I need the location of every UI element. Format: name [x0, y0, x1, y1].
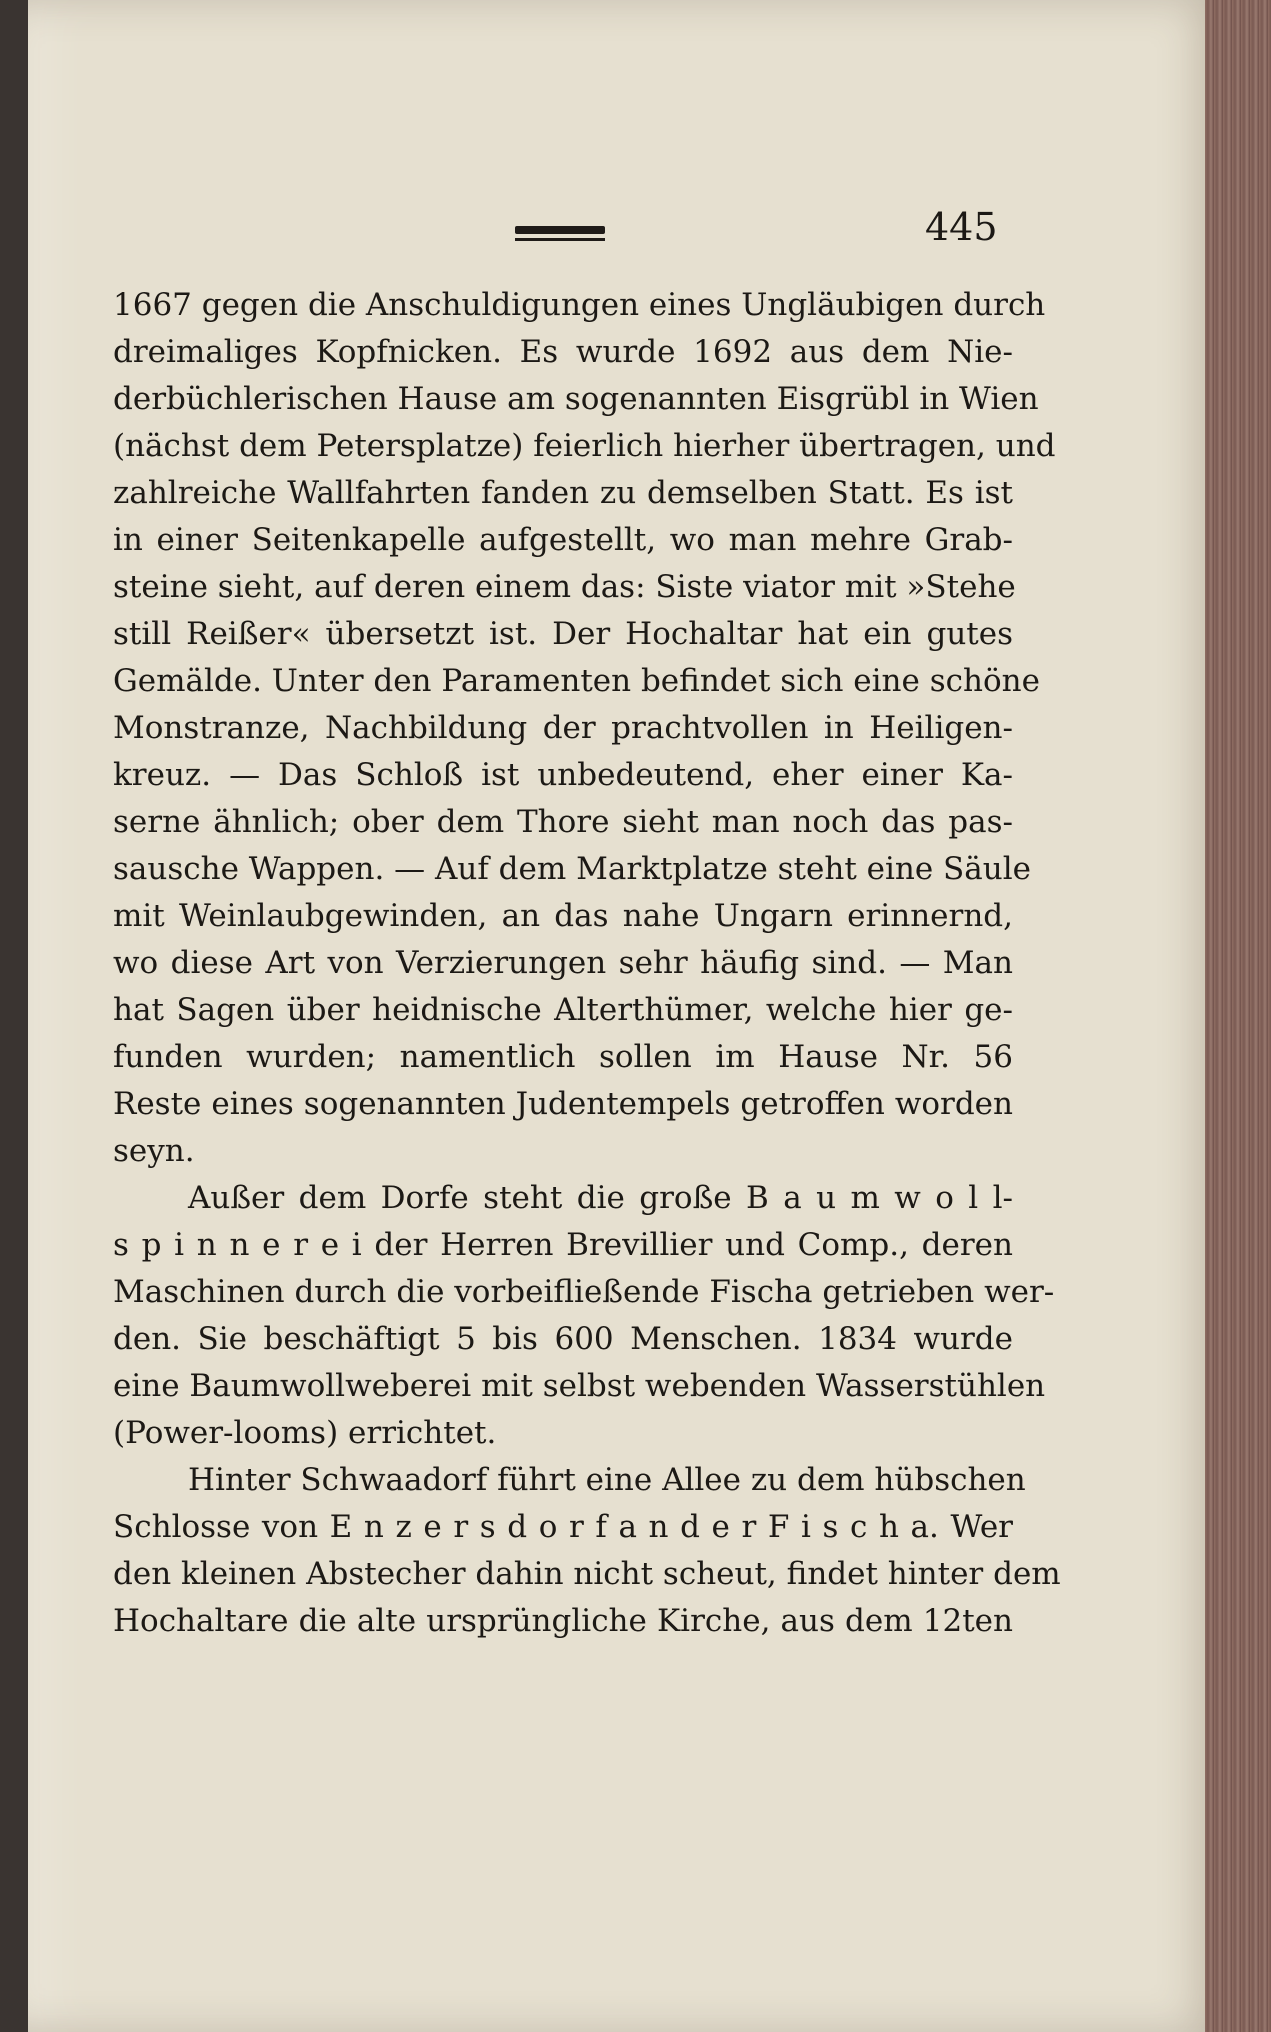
text-line: steine sieht, auf deren einem das: Siste viator mit »Stehe — [113, 569, 1016, 605]
text-line: kreuz. — Das Schloß ist unbedeutend, eher einer Ka- — [113, 757, 1013, 793]
text-line: Maschinen durch die vorbeifließende Fischa getrieben wer- — [113, 1274, 1055, 1310]
text-line: derbüchlerischen Hause am sogenannten Eisgrübl in Wien — [113, 381, 1039, 417]
text-line: Monstranze, Nachbildung der prachtvollen in Heiligen- — [113, 710, 1013, 746]
text-line: mit Weinlaubgewinden, an das nahe Ungarn erinnernd, — [113, 898, 1013, 934]
text-line: (Power-looms) errichtet. — [113, 1415, 497, 1451]
text-line: seyn. — [113, 1133, 195, 1169]
header-rule — [515, 226, 605, 234]
text-line: funden wurden; namentlich sollen im Hause Nr. 56 — [113, 1039, 1013, 1075]
text-line: sausche Wappen. — Auf dem Marktplatze steht eine Säule — [113, 851, 1031, 887]
body-text — [113, 282, 1061, 1645]
text-line: den kleinen Abstecher dahin nicht scheut, findet hinter dem — [113, 1556, 1061, 1592]
text-line: Hinter Schwaadorf führt eine Allee zu dem hübschen — [188, 1462, 1026, 1498]
text-line: den. Sie beschäftigt 5 bis 600 Menschen. 1834 wurde — [113, 1321, 1013, 1357]
text-line: s p i n n e r e i der Herren Brevillier und Comp., deren — [113, 1227, 1013, 1263]
text-line: Schlosse von E n z e r s d o r f a n d e r F i s c h a. Wer — [113, 1509, 1013, 1545]
text-line: zahlreiche Wallfahrten fanden zu demselben Statt. Es ist — [113, 475, 1013, 511]
text-line: in einer Seitenkapelle aufgestellt, wo man mehre Grab- — [113, 522, 1013, 558]
text-line: eine Baumwollweberei mit selbst webenden Wasserstühlen — [113, 1368, 1046, 1404]
text-line: Außer dem Dorfe steht die große B a u m w o l l- — [188, 1180, 1013, 1216]
text-line: hat Sagen über heidnische Alterthümer, welche hier ge- — [113, 992, 1013, 1028]
text-line: still Reißer« übersetzt ist. Der Hochaltar hat ein gutes — [113, 616, 1013, 652]
text-line: dreimaliges Kopfnicken. Es wurde 1692 aus dem Nie- — [113, 334, 1013, 370]
text-line: Gemälde. Unter den Paramenten befindet sich eine schöne — [113, 663, 1040, 699]
text-line: 1667 gegen die Anschuldigungen eines Ungläubigen durch — [113, 287, 1046, 323]
page-edge — [1205, 0, 1271, 2032]
text-line: serne ähnlich; ober dem Thore sieht man noch das pas- — [113, 804, 1013, 840]
text-line: Hochaltare die alte ursprüngliche Kirche, aus dem 12ten — [113, 1603, 1013, 1639]
page-number: 445 — [925, 205, 998, 249]
text-line: wo diese Art von Verzierungen sehr häufig sind. — Man — [113, 945, 1013, 981]
text-line: (nächst dem Petersplatze) feierlich hierher übertragen, und — [113, 428, 1056, 464]
text-line: Reste eines sogenannten Judentempels getroffen worden — [113, 1086, 1013, 1122]
